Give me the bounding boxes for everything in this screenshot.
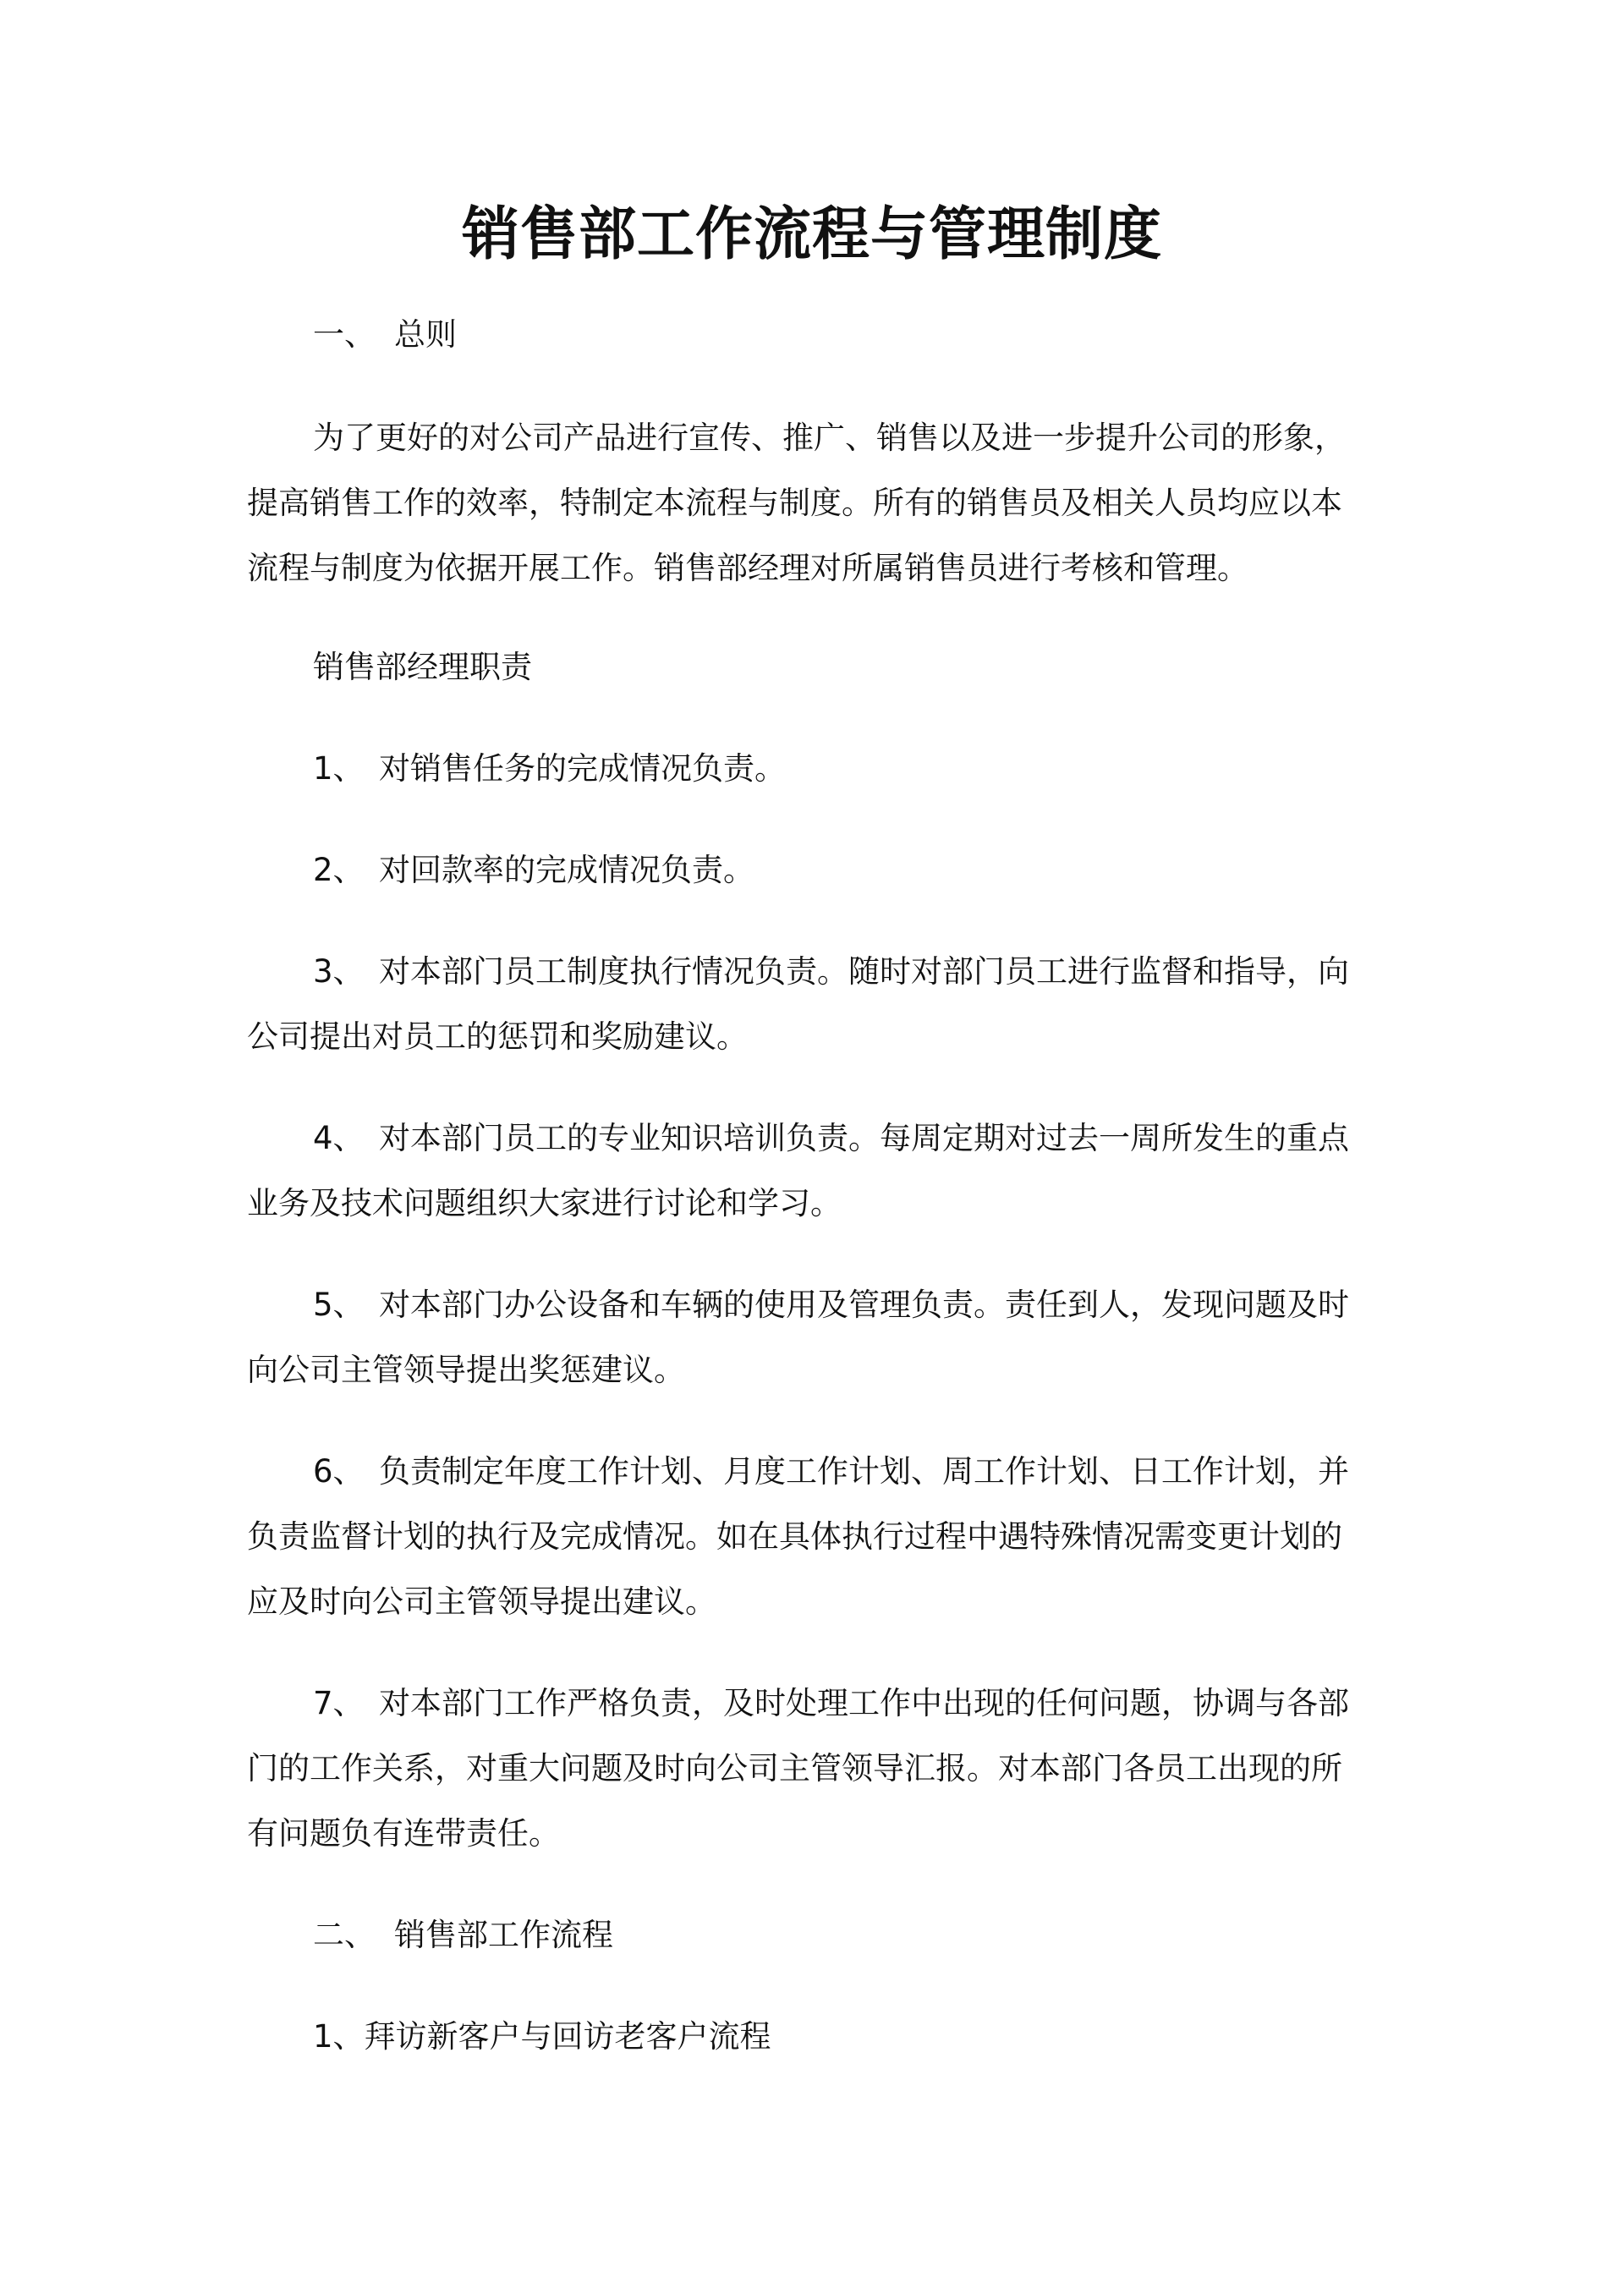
duty-4-text-line-1: 对本部门员工的专业知识培训负责。每周定期对过去一周所发生的重点: [379, 1120, 1349, 1156]
duty-4-text-line-2: 业务及技术问题组织大家进行讨论和学习。: [247, 1185, 842, 1221]
duty-7-number: 7、: [313, 1685, 365, 1721]
duty-3-text-line-1: 对本部门员工制度执行情况负责。随时对部门员工进行监督和指导，向: [379, 953, 1349, 990]
duty-7: [313, 1682, 1349, 1725]
section-1-title: 总则: [394, 316, 457, 353]
duty-5-text-line-1: 对本部门办公设备和车辆的使用及管理负责。责任到人，发现问题及时: [379, 1287, 1349, 1323]
duty-2-text: 对回款率的完成情况负责。: [379, 852, 754, 888]
intro-line-1: 为了更好的对公司产品进行宣传、推广、销售以及进一步提升公司的形象，: [313, 420, 1346, 456]
duty-5-text-line-2: 向公司主管领导提出奖惩建议。: [247, 1352, 685, 1388]
duty-6-number: 6、: [313, 1453, 365, 1490]
duty-7-text-line-2: 门的工作关系，对重大问题及时向公司主管领导汇报。对本部门各员工出现的所: [247, 1750, 1342, 1786]
duty-3-text-line-2: 公司提出对员工的惩罚和奖励建议。: [247, 1018, 748, 1055]
duty-3-number: 3、: [313, 953, 365, 990]
duty-6: [313, 1451, 1349, 1493]
duty-1-text: 对销售任务的完成情况负责。: [379, 750, 786, 787]
duty-3: [313, 951, 1349, 993]
document-title: 销售部工作流程与管理制度: [461, 201, 1162, 268]
duty-7-text-line-1: 对本部门工作严格负责，及时处理工作中出现的任何问题，协调与各部: [379, 1685, 1349, 1721]
section-2-title: 销售部工作流程: [394, 1917, 613, 1953]
duty-5: [313, 1284, 1349, 1326]
duty-4-number: 4、: [313, 1120, 365, 1156]
intro-line-3: 流程与制度为依据开展工作。销售部经理对所属销售员进行考核和管理。: [247, 550, 1248, 586]
duty-1-number: 1、: [313, 750, 365, 787]
duty-1: [313, 748, 786, 790]
manager-duties-subheading: 销售部经理职责: [313, 649, 532, 685]
duty-6-text-line-3: 应及时向公司主管领导提出建议。: [247, 1583, 716, 1620]
duty-2: [313, 849, 754, 892]
section-1-number: 一、: [313, 316, 376, 353]
duty-7-text-line-3: 有问题负有连带责任。: [247, 1815, 560, 1852]
duty-4: [313, 1117, 1349, 1160]
section-1-heading: [313, 314, 457, 356]
duty-2-number: 2、: [313, 852, 365, 888]
subsection-heading: 1、拜访新客户与回访老客户流程: [313, 2018, 771, 2055]
section-2-number: 二、: [313, 1917, 376, 1953]
duty-5-number: 5、: [313, 1287, 365, 1323]
section-2-heading: [313, 1914, 613, 1956]
intro-line-2: 提高销售工作的效率，特制定本流程与制度。所有的销售员及相关人员均应以本: [247, 485, 1342, 521]
duty-6-text-line-1: 负责制定年度工作计划、月度工作计划、周工作计划、日工作计划，并: [379, 1453, 1349, 1490]
duty-6-text-line-2: 负责监督计划的执行及完成情况。如在具体执行过程中遇特殊情况需变更计划的: [247, 1518, 1342, 1555]
